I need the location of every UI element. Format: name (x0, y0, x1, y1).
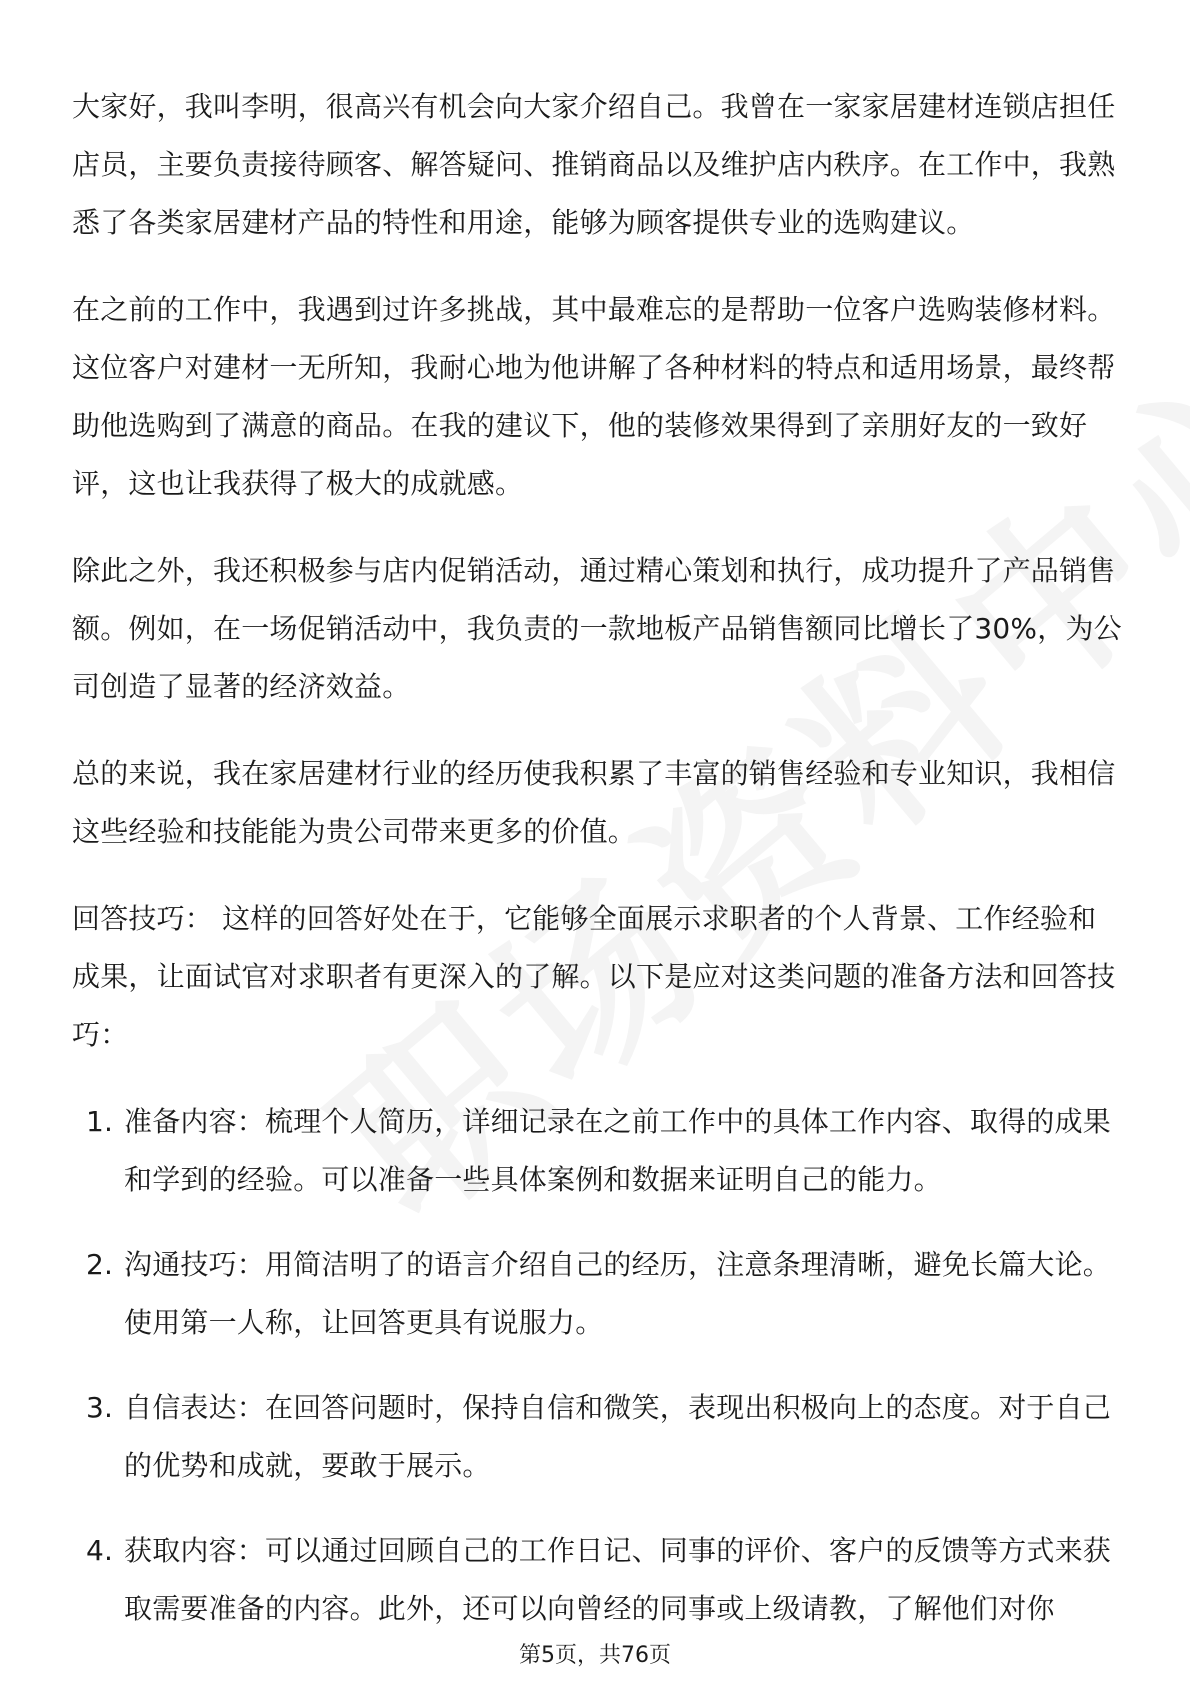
list-item-text: 准备内容：梳理个人简历，详细记录在之前工作中的具体工作内容、取得的成果和学到的经验。可以准备一些具体案例和数据来证明自己的能力。 (124, 1105, 1112, 1196)
page-footer: 第5页，共76页 (519, 1643, 671, 1668)
list-number: 3. (86, 1391, 114, 1424)
list-item (72, 1522, 1122, 1638)
tips-list (72, 1093, 1122, 1638)
list-number: 4. (86, 1534, 114, 1567)
list-item (72, 1236, 1122, 1352)
list-item (72, 1379, 1122, 1495)
list-item (72, 1093, 1122, 1209)
list-number: 2. (86, 1248, 114, 1281)
list-item-text: 自信表达：在回答问题时，保持自信和微笑，表现出积极向上的态度。对于自己的优势和成就，要敢于展示。 (124, 1391, 1112, 1482)
paragraph-challenge: 在之前的工作中，我遇到过许多挑战，其中最难忘的是帮助一位客户选购装修材料。这位客户对建材一无所知，我耐心地为他讲解了各种材料的特点和适用场景，最终帮助他选购到了满意的商品。在我的建议下，他的装修效果得到了亲朋好友的一致好评，这也让我获得了极大的成就感。 (72, 293, 1116, 500)
paragraph-promotion: 除此之外，我还积极参与店内促销活动，通过精心策划和执行，成功提升了产品销售额。例如，在一场促销活动中，我负责的一款地板产品销售额同比增长了30%，为公司创造了显著的经济效益。 (72, 554, 1122, 703)
list-item-text: 获取内容：可以通过回顾自己的工作日记、同事的评价、客户的反馈等方式来获取需要准备的内容。此外，还可以向曾经的同事或上级请教，了解他们对你 (124, 1534, 1112, 1625)
list-item-text: 沟通技巧：用简洁明了的语言介绍自己的经历，注意条理清晰，避免长篇大论。使用第一人称，让回答更具有说服力。 (124, 1248, 1112, 1339)
list-number: 1. (86, 1105, 114, 1138)
paragraph-summary: 总的来说，我在家居建材行业的经历使我积累了丰富的销售经验和专业知识，我相信这些经验和技能能为贵公司带来更多的价值。 (72, 757, 1116, 848)
paragraph-answer-tips: 回答技巧： 这样的回答好处在于，它能够全面展示求职者的个人背景、工作经验和成果，让面试官对求职者有更深入的了解。以下是应对这类问题的准备方法和回答技巧： (72, 902, 1116, 1051)
paragraph-intro: 大家好，我叫李明，很高兴有机会向大家介绍自己。我曾在一家家居建材连锁店担任店员，主要负责接待顾客、解答疑问、推销商品以及维护店内秩序。在工作中，我熟悉了各类家居建材产品的特性和用途，能够为顾客提供专业的选购建议。 (72, 90, 1116, 239)
document-body (72, 78, 1122, 1665)
